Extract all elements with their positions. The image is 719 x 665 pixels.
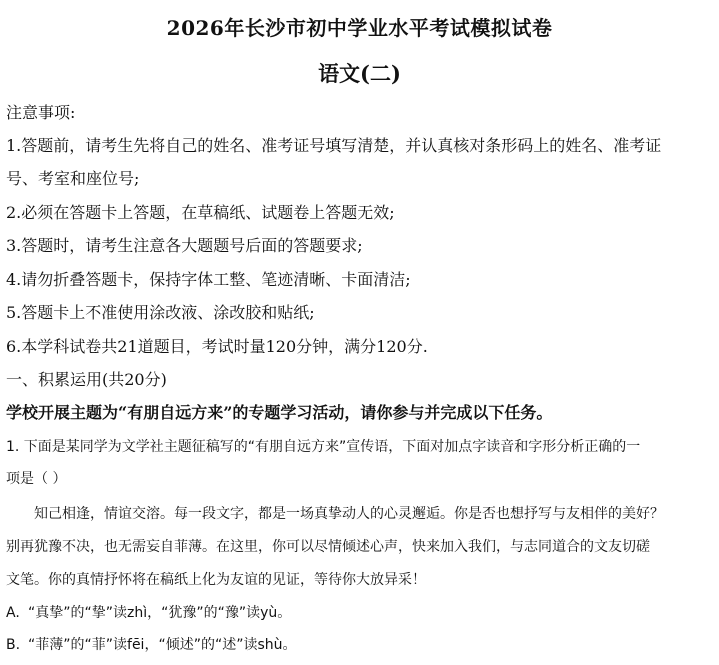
note-item-1-continued: 号、考室和座位号; bbox=[6, 169, 140, 188]
question-1-stem: 1. 下面是某同学为文学社主题征稿写的“有朋自远方来”宣传语，下面对加点字读音和字形分析正确的一 bbox=[6, 439, 641, 455]
option-b-text: “菲薄”的“菲”读fēi，“倾述”的“述”读shù。 bbox=[28, 637, 297, 653]
passage-line-1: 知己相逢，情谊交溶。每一段文字，都是一场真挚动人的心灵邂逅。你是否也想抒写与友相伴的美好？ bbox=[34, 506, 664, 522]
option-b[interactable] bbox=[6, 629, 715, 661]
note-item-4: 4.请勿折叠答题卡，保持字体工整、笔迹清晰、卡面清洁; bbox=[6, 270, 411, 289]
note-item-5: 5.答题卡上不准使用涂改液、涂改胶和贴纸; bbox=[6, 303, 315, 322]
note-item-6: 6.本学科试卷共21道题目，考试时量120分钟，满分120分. bbox=[6, 337, 428, 356]
option-a-text: “真挚”的“挚”读zhì，“犹豫”的“豫”读yù。 bbox=[28, 605, 292, 621]
note-item-3: 3.答题时，请考生注意各大题题号后面的答题要求; bbox=[6, 236, 363, 255]
section-intro: 学校开展主题为“有朋自远方来”的专题学习活动，请你参与并完成以下任务。 bbox=[6, 403, 553, 422]
option-a-label: A. bbox=[6, 605, 20, 621]
note-item-1: 1.答题前，请考生先将自己的姓名、准考证号填写清楚，并认真核对条形码上的姓名、准考证 bbox=[6, 136, 662, 155]
exam-subtitle: 语文(二) bbox=[318, 61, 401, 86]
exam-title: 2026年长沙市初中学业水平考试模拟试卷 bbox=[166, 16, 553, 40]
passage-line-3: 文笔。你的真情抒怀将在稿纸上化为友谊的见证，等待你大放异采！ bbox=[6, 572, 426, 588]
option-b-label: B. bbox=[6, 637, 21, 653]
section-heading: 一、积累运用(共20分) bbox=[6, 370, 167, 389]
question-1-stem-continued: 项是（ ） bbox=[6, 471, 67, 487]
option-a[interactable] bbox=[6, 597, 715, 629]
note-item-2: 2.必须在答题卡上答题，在草稿纸、试题卷上答题无效; bbox=[6, 203, 395, 222]
passage-line-2: 别再犹豫不决，也无需妄自菲薄。在这里，你可以尽情倾述心声，快来加入我们，与志同道合的文友切磋 bbox=[6, 539, 650, 555]
notes-heading: 注意事项: bbox=[6, 103, 76, 122]
